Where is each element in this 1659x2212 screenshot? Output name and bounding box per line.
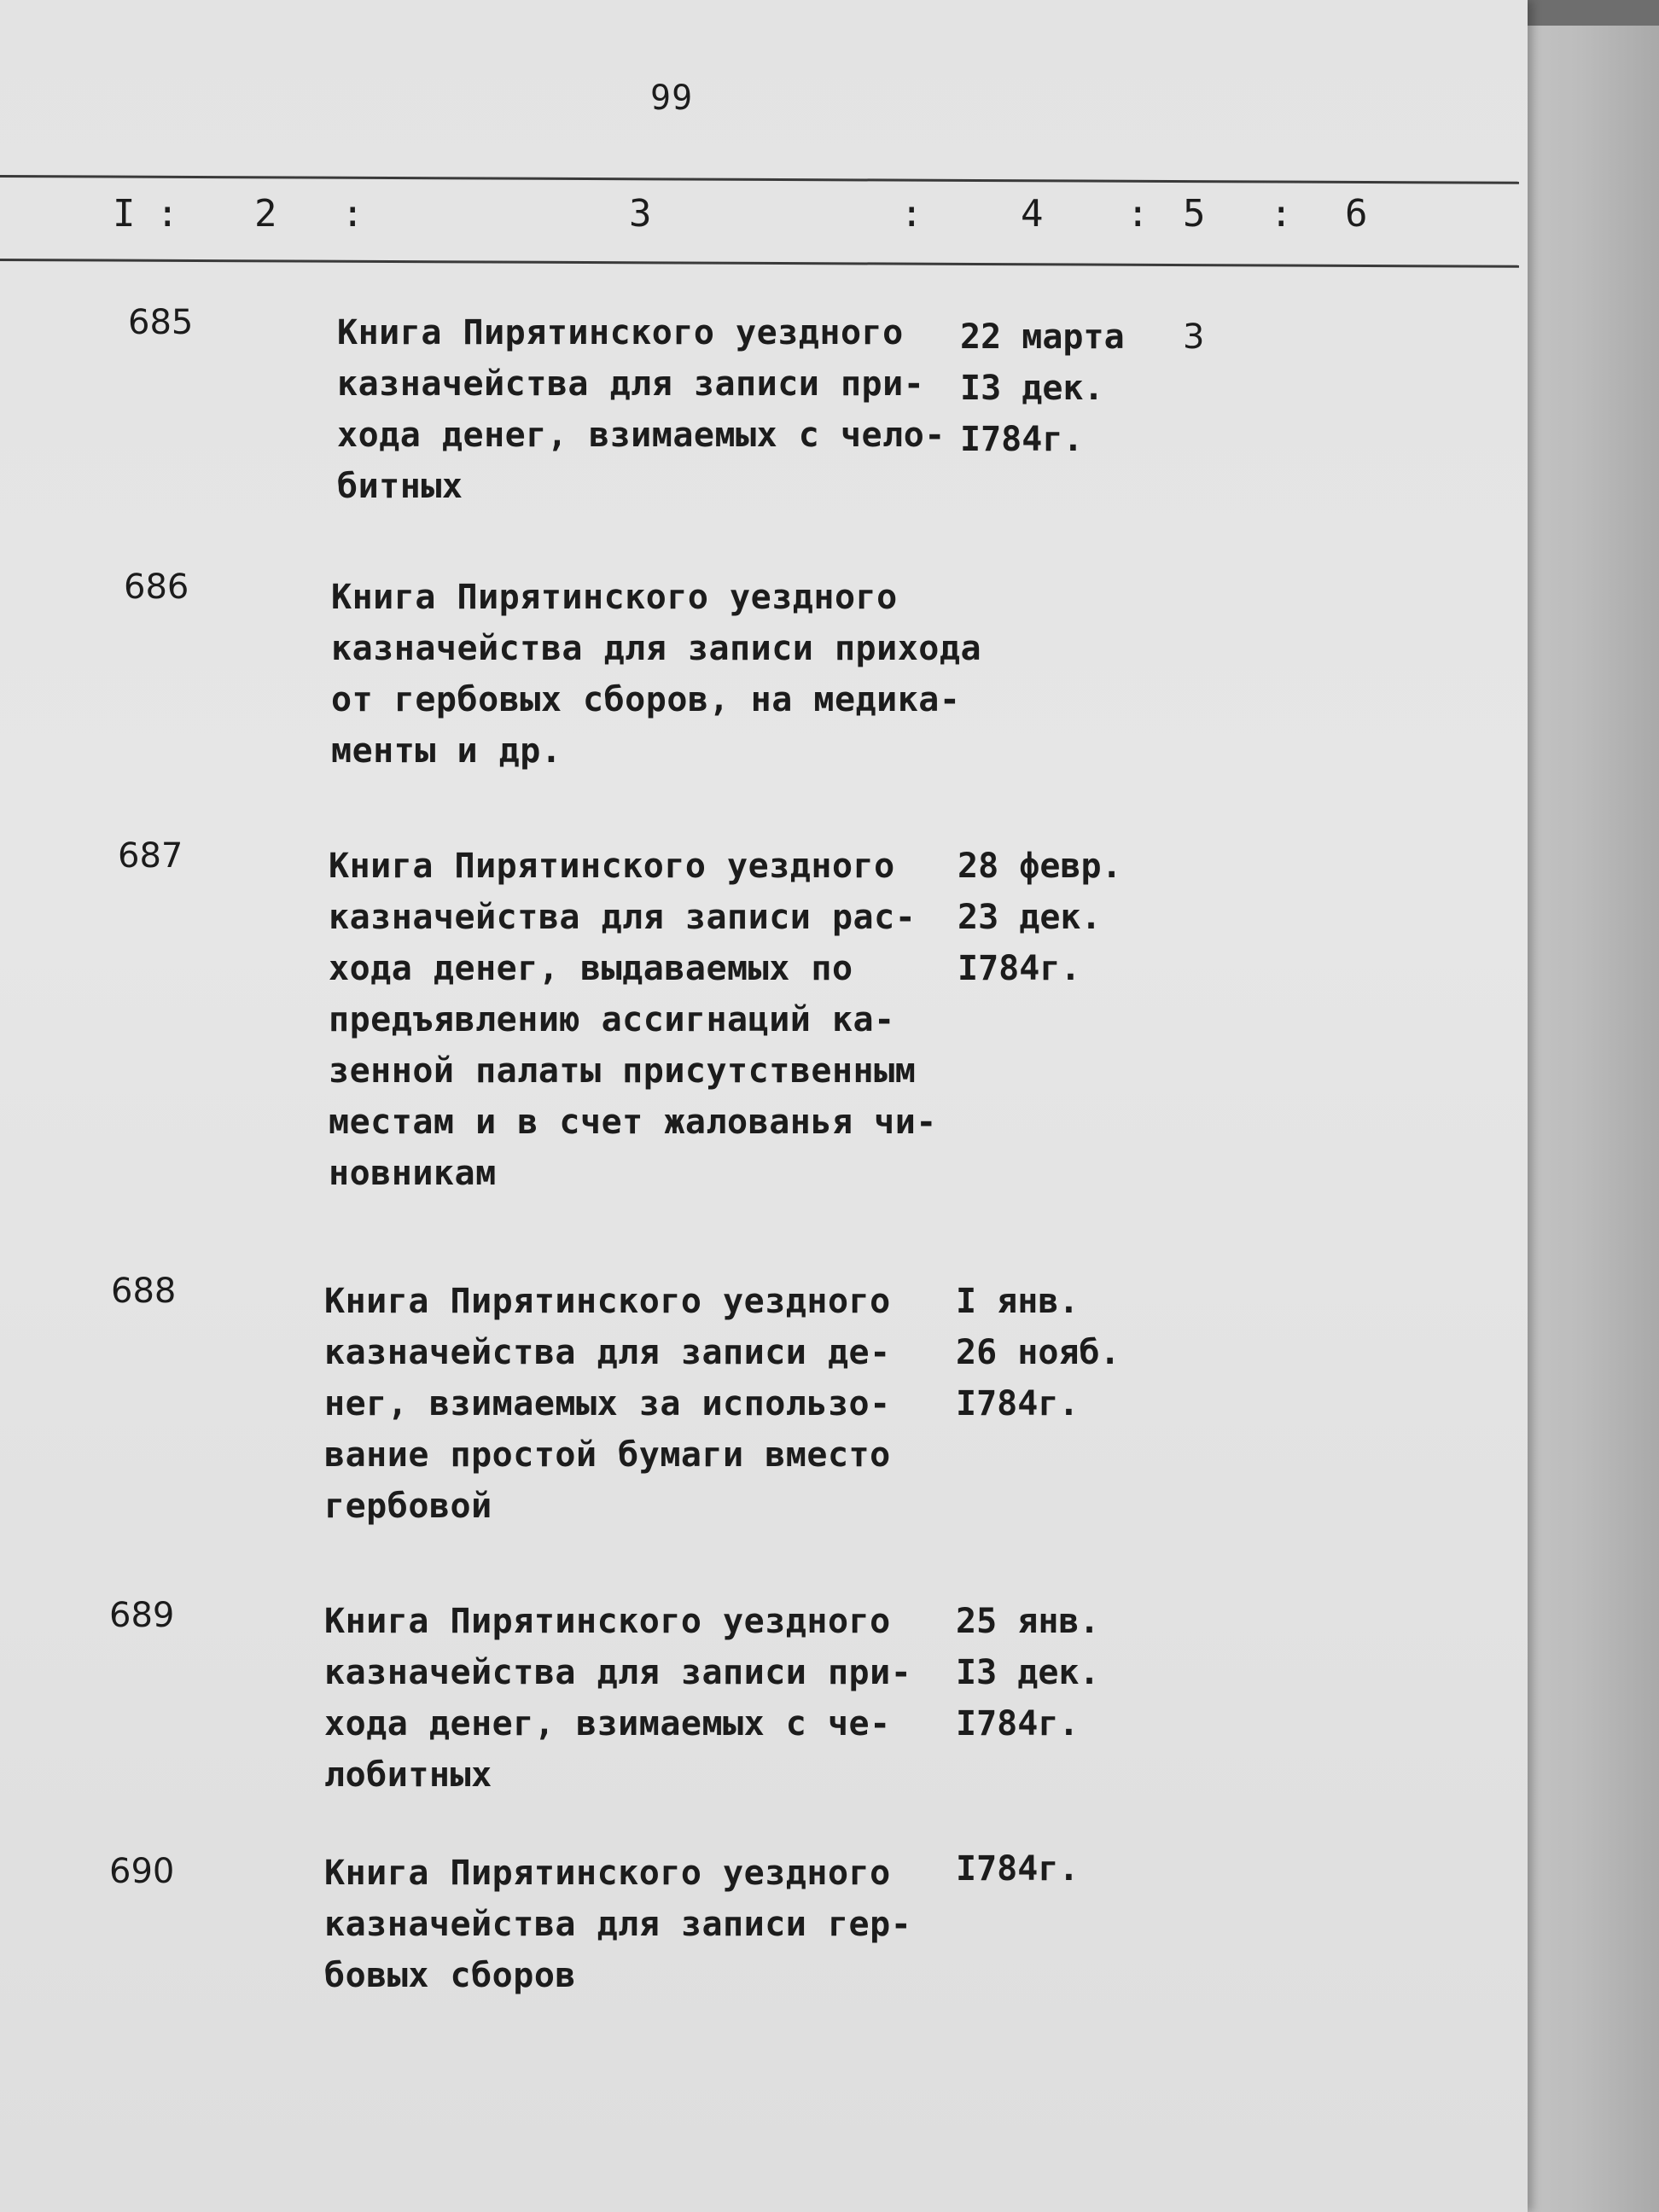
entry-dates (956, 1843, 1080, 1895)
description-line: Книга Пирятинского уездного (324, 1282, 891, 1321)
description-line: бовых сборов (324, 1956, 576, 1995)
date-line: 22 марта (960, 317, 1125, 357)
description-line: Книга Пирятинского уездного (329, 847, 895, 886)
entry-description (331, 572, 981, 777)
description-line: казначейства для записи прихода (331, 629, 982, 668)
description-line: Книга Пирятинского уездного (331, 578, 898, 617)
entry-number: 688 (111, 1272, 177, 1311)
entry-dates (960, 311, 1125, 465)
description-line: казначейства для записи рас- (329, 898, 917, 937)
description-line: предъявлению ассигнаций ка- (329, 1000, 895, 1039)
description-line: гербовой (324, 1487, 492, 1526)
description-line: зенной палаты присутственным (329, 1051, 917, 1091)
date-line: I784г. (960, 420, 1084, 459)
entry-number: 687 (118, 836, 183, 876)
entry-dates (956, 1276, 1121, 1429)
table-header-top-rule (0, 175, 1519, 184)
description-line: битных (337, 467, 463, 506)
entry-dates (956, 1596, 1100, 1749)
description-line: хода денег, взимаемых с че- (324, 1704, 891, 1743)
description-line: хода денег, выдаваемых по (329, 949, 853, 988)
entry-sheet-count: 3 (1183, 317, 1205, 357)
description-line: казначейства для записи при- (324, 1653, 912, 1692)
description-line: местам и в счет жалованья чи- (329, 1103, 937, 1142)
description-line: новникам (329, 1154, 497, 1193)
column-header-6: 6 (1345, 192, 1368, 236)
column-separator: : (1270, 192, 1293, 236)
description-line: менты и др. (331, 731, 562, 771)
entry-description (324, 1848, 911, 2001)
entry-number: 689 (109, 1596, 175, 1635)
page-number: 99 (650, 79, 694, 118)
entry-dates (958, 841, 1122, 994)
description-line: казначейства для записи де- (324, 1333, 891, 1372)
entry-description (324, 1596, 911, 1801)
column-header-5: 5 (1183, 192, 1206, 236)
table-header-bottom-rule (0, 259, 1519, 268)
description-line: лобитных (324, 1755, 492, 1795)
description-line: нег, взимаемых за использо- (324, 1384, 891, 1423)
entry-number: 690 (109, 1852, 175, 1891)
description-line: от гербовых сборов, на медика- (331, 680, 961, 719)
date-line: I3 дек. (956, 1653, 1100, 1692)
date-line: I3 дек. (960, 369, 1104, 408)
column-header-3: 3 (629, 192, 652, 236)
description-line: вание простой бумаги вместо (324, 1435, 891, 1475)
column-header-2: 2 (254, 192, 277, 236)
description-line: Книга Пирятинского уездного (324, 1854, 891, 1893)
entry-number: 685 (128, 303, 194, 342)
entry-number: 686 (124, 568, 189, 607)
description-line: Книга Пирятинского уездного (337, 313, 904, 352)
date-line: 26 нояб. (956, 1333, 1121, 1372)
description-line: казначейства для записи гер- (324, 1905, 912, 1944)
entry-description (324, 1276, 891, 1532)
date-line: I784г. (956, 1384, 1080, 1423)
column-separator: : (1126, 192, 1150, 236)
column-separator: : (900, 192, 923, 236)
entry-description (329, 841, 937, 1199)
description-line: хода денег, взимаемых с чело- (337, 416, 946, 455)
entry-description (337, 307, 946, 512)
date-line: 23 дек. (958, 898, 1102, 937)
date-line: I784г. (956, 1849, 1080, 1889)
description-line: казначейства для записи при- (337, 364, 925, 404)
column-separator: : (156, 192, 179, 236)
column-separator: : (341, 192, 364, 236)
column-header-4: 4 (1021, 192, 1044, 236)
column-header-1: I (113, 192, 136, 236)
description-line: Книга Пирятинского уездного (324, 1602, 891, 1641)
date-line: I784г. (956, 1704, 1080, 1743)
date-line: I янв. (956, 1282, 1080, 1321)
date-line: 25 янв. (956, 1602, 1100, 1641)
date-line: 28 февр. (958, 847, 1122, 886)
date-line: I784г. (958, 949, 1081, 988)
